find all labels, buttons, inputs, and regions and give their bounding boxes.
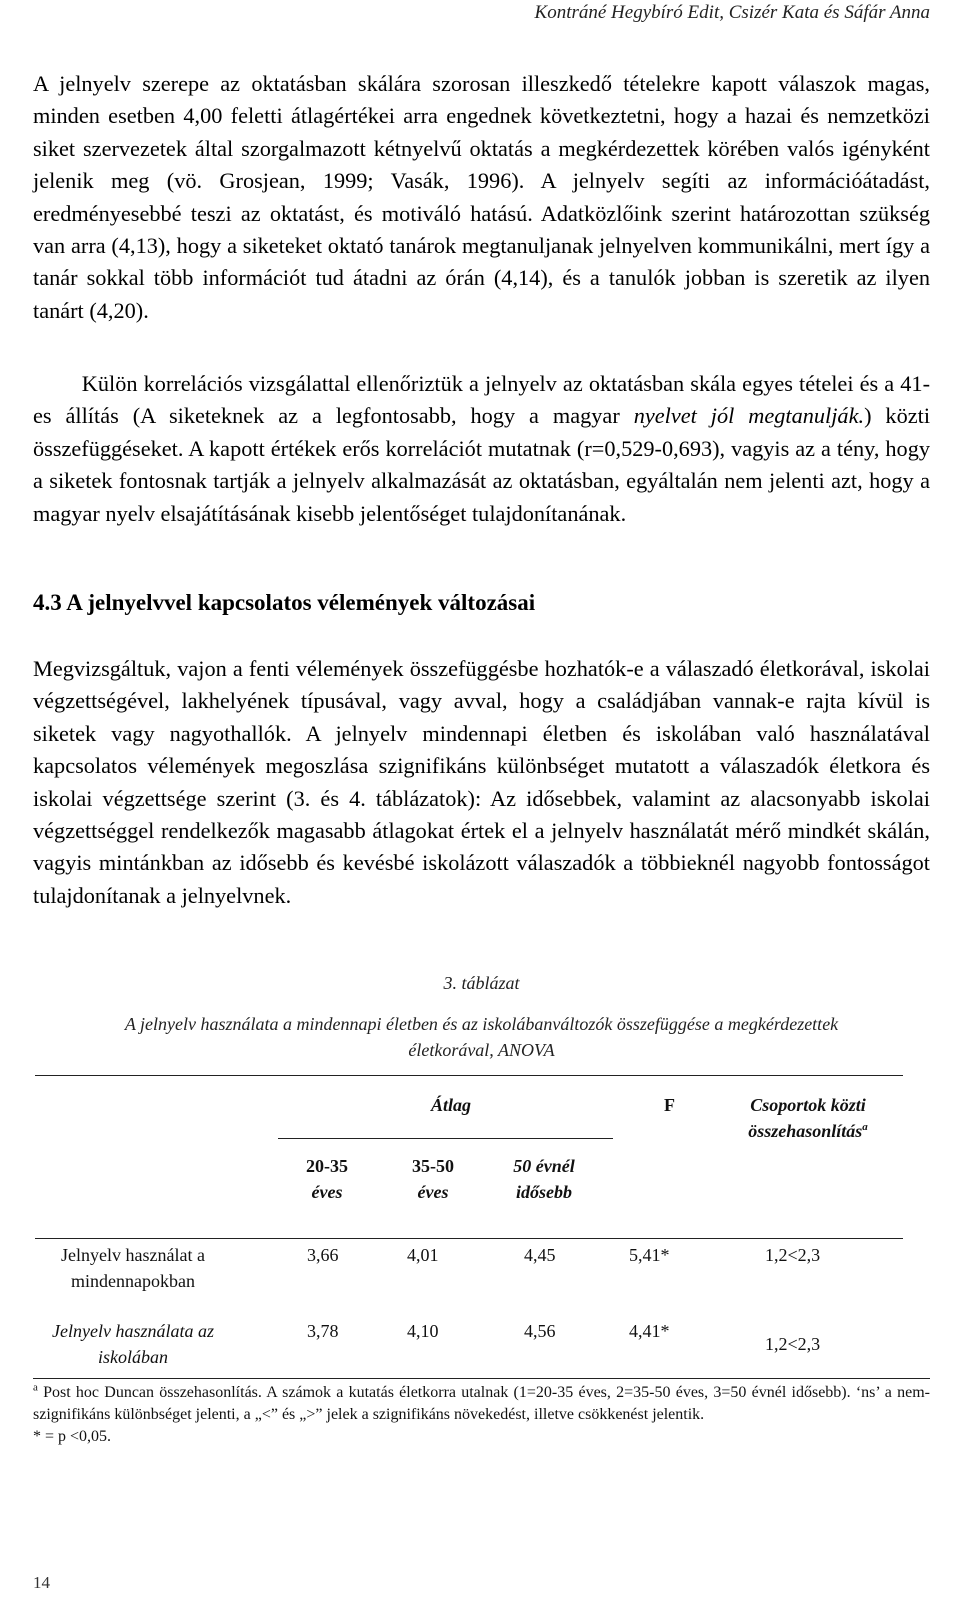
paragraph-2-italic: nyelvet jól megtanulják. [633, 403, 865, 429]
row-2-v1: 3,78 [307, 1321, 339, 1341]
page-number: 14 [33, 1573, 50, 1592]
paragraph-2-part-a: Külön korrelációs vizsgálattal ellenőriztük a jelnyelv az oktatásban skála egyes tételei és a 41-es állítás (A siketeknek az a legfontosabb, hogy a magyar [33, 371, 930, 429]
table-footnote-1: $^a$ Post hoc Duncan összehasonlítás. A számok a kutatás életkorra utalnak (1=20-35 éves, 2=35-50 éves, 3=50 évnél idősebb). ‘ns’ a nem-szignifikáns különbséget jelenti, a „<” és „>” jelek a szignifikáns növekedést, illetve csökkenést jelentik. [33, 1381, 930, 1423]
table-footnote [33, 1382, 930, 1448]
header-col-35-50: 35-50 éves [412, 1156, 454, 1202]
table-bottom-rule [33, 1378, 930, 1379]
running-head: Kontráné Hegybíró Edit, Csizér Kata és Sáfár Anna [534, 2, 930, 23]
paragraph-2-part-b: ) közti összefüggéseket. A kapott értékek erős korrelációt mutatnak (r=0,529-0,693), vagyis az a tény, hogy a siketek fontosnak tartják a jelnyelv alkalmazását az oktatásban, egyáltalán nem jelenti azt, hogy a magyar nyelv elsajátításának kisebb jelentőséget tulajdonítanának. [33, 403, 931, 526]
table-title-line-2: életkorával, ANOVA [408, 1040, 555, 1060]
paragraph-3-text: Megvizsgáltuk, vajon a fenti vélemények összefüggésbe hozhatók-e a válaszadó életkorával, iskolai végzettségével, lakhelyének típusával, vagy avval, hogy a családjában vannak-e rajta kívül is siketek vagy nagyothallók. A jelnyelv mindennapi életben és iskolában való használatával kapcsolatos vélemények megoszlása szignifikáns különbséget mutatott a válaszadók életkora és iskolai végzettsége szerint (3. és 4. táblázatok): Az idősebbek, valamint az alacsonyabb iskolai végzettséggel rendelkezők magasabb átlagokat értek el a jelnyelv használatát mérő mindkét skálán, vagyis mintánkban az idősebb és kevésbé iskolázott válaszadók a többieknél nagyobb fontosságot tulajdonítanak a jelnyelvnek. [33, 656, 930, 908]
row-1-f: 5,41* [629, 1245, 670, 1265]
table-top-rule [35, 1075, 903, 1076]
section-heading: 4.3 A jelnyelvvel kapcsolatos vélemények változásai [33, 590, 536, 615]
paragraph-3 [33, 653, 930, 912]
row-1-comp: 1,2<2,3 [765, 1245, 821, 1265]
header-csoportok-line-2: összehasonlítás$^a$ [748, 1121, 868, 1141]
header-csoportok-line-1: Csoportok közti [750, 1095, 866, 1115]
row-2-comp: 1,2<2,3 [765, 1334, 821, 1354]
table-footnote-2: * = p <0,05. [33, 1428, 112, 1445]
row-1-label: Jelnyelv használat a mindennapokban [61, 1245, 205, 1291]
row-2-v2: 4,10 [407, 1321, 439, 1341]
header-atlag: Átlag [431, 1095, 472, 1115]
header-csoportok [723, 1092, 893, 1144]
row-1-v1: 3,66 [307, 1245, 339, 1265]
row-2-v3: 4,56 [524, 1321, 556, 1341]
header-col-50-plus: 50 évnél idősebb [513, 1156, 575, 1202]
table-title-line-1: A jelnyelv használata a mindennapi életben és az iskolábanváltozók összefüggése a megkérdezettek [124, 1014, 839, 1034]
row-2-label: Jelnyelv használata az iskolában [52, 1321, 214, 1367]
paragraph-2 [33, 368, 930, 530]
paragraph-1 [33, 68, 930, 327]
header-col-20-35: 20-35 éves [306, 1156, 348, 1202]
table-header-rule [35, 1238, 903, 1239]
table-atlag-rule [278, 1138, 613, 1139]
row-1-v2: 4,01 [407, 1245, 439, 1265]
row-1-v3: 4,45 [524, 1245, 556, 1265]
header-f: F [664, 1095, 675, 1115]
row-2-f: 4,41* [629, 1321, 670, 1341]
paragraph-2-text [33, 368, 930, 530]
table-title [33, 1011, 930, 1063]
paragraph-1-text: A jelnyelv szerepe az oktatásban skálára szorosan illeszkedő tételekre kapott válaszok magas, minden esetben 4,00 feletti átlagértékei arra engednek következtetni, hogy a hazai és nemzetközi siket szervezetek által szorgalmazott kétnyelvű oktatás a megkérdezettek körében valós igényként jelenik meg (vö. Grosjean, 1999; Vasák, 1996). A jelnyelv segíti az információátadást, eredményesebbé teszi az oktatást, és motiváló hatású. Adatközlőink szerint határozottan szükség van arra (4,13), hogy a siketeket oktató tanárok megtanuljanak jelnyelven kommunikálni, mert így a tanár sokkal több információt tud átadni az órán (4,14), és a tanulók jobban is szeretik az ilyen tanárt (4,20). [33, 71, 930, 323]
table-number: 3. táblázat [443, 973, 520, 993]
